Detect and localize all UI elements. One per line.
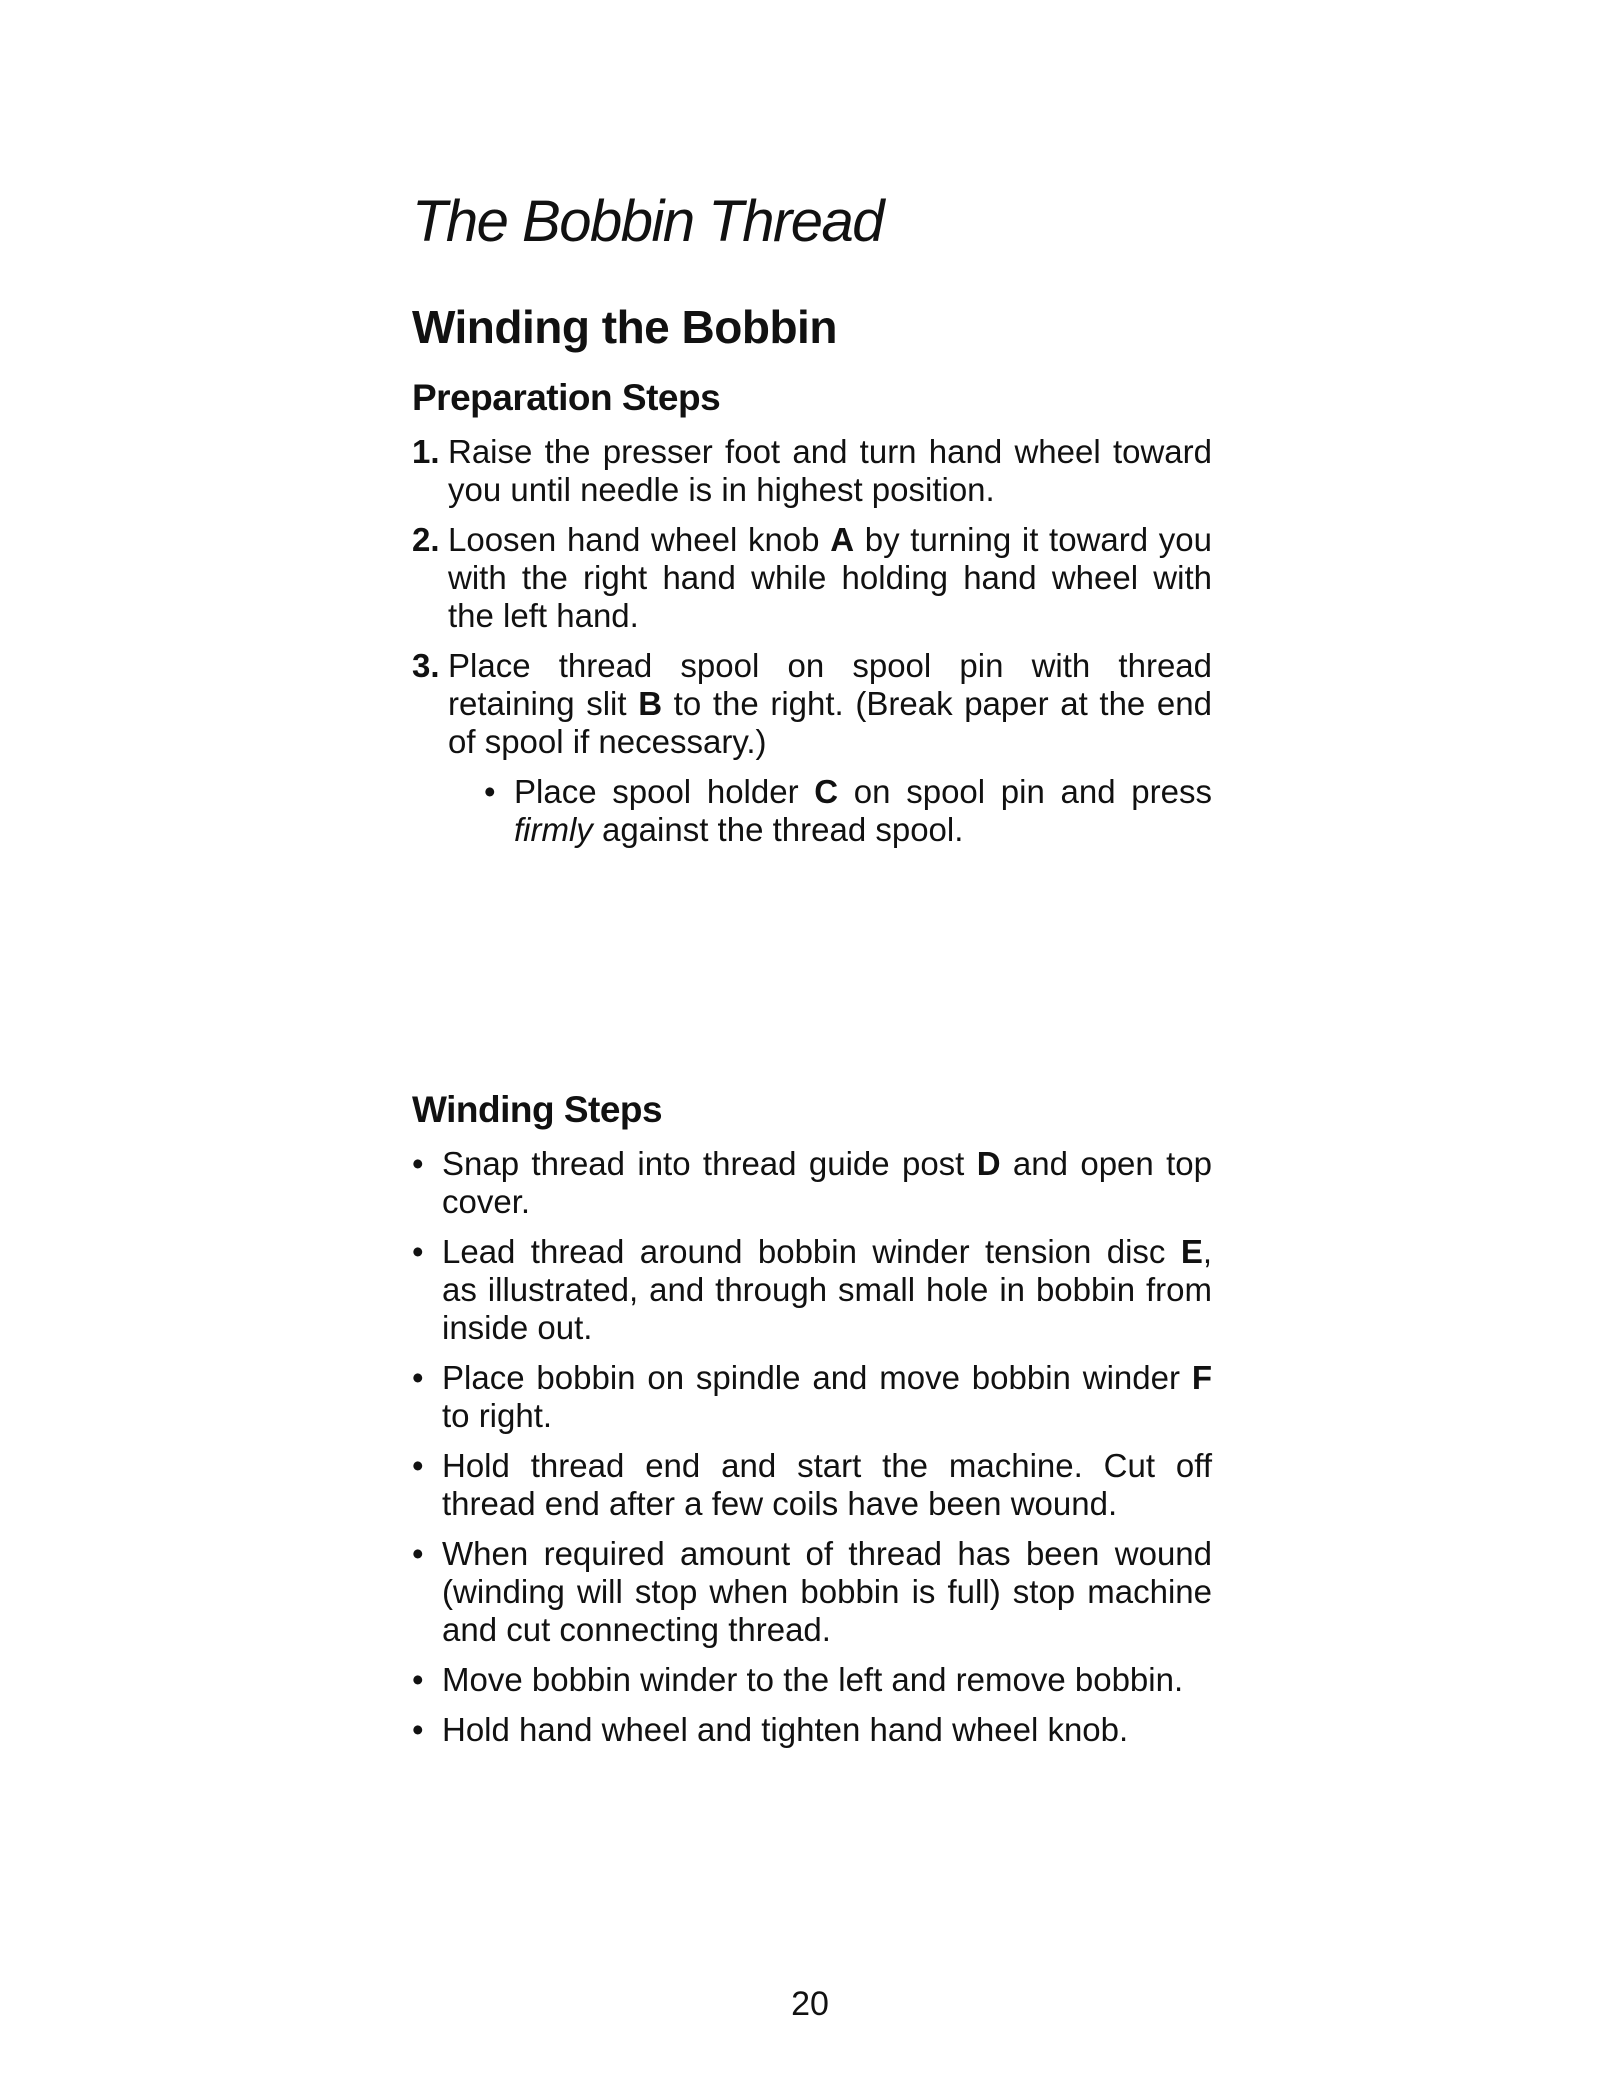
bullet-icon: • xyxy=(412,1661,424,1698)
part-reference: F xyxy=(1191,1359,1212,1396)
bullet-icon: • xyxy=(484,773,496,811)
part-reference: C xyxy=(814,773,839,811)
step-text: Raise the presser foot and turn hand wheel toward you until needle is in highest position. xyxy=(448,433,1212,509)
bullet-icon: • xyxy=(412,1145,424,1182)
page-number: 20 xyxy=(791,1985,829,2023)
winding-steps-list xyxy=(412,1145,1212,1761)
main-heading: Winding the Bobbin xyxy=(412,300,837,353)
winding-step xyxy=(412,1535,1212,1649)
bullet-text: against the thread spool. xyxy=(592,811,964,849)
bullet-text: Hold hand wheel and tighten hand wheel knob. xyxy=(442,1711,1129,1748)
bullet-text: When required amount of thread has been wound (winding will stop when bobbin is full) stop machine and cut connecting thread. xyxy=(442,1535,1212,1648)
bullet-text: , as illustrated, and through small hole in bobbin from inside out. xyxy=(442,1233,1212,1346)
part-reference: D xyxy=(976,1145,1001,1182)
winding-step xyxy=(412,1711,1212,1749)
winding-step xyxy=(412,1359,1212,1435)
bullet-text: Lead thread around bobbin winder tension disc xyxy=(442,1233,1181,1270)
bullet-text: Place spool holder xyxy=(514,773,815,811)
bullet-text: Snap thread into thread guide post xyxy=(442,1145,977,1182)
part-reference: A xyxy=(830,521,855,559)
step-number: 2. xyxy=(412,521,440,559)
part-reference: B xyxy=(638,685,663,723)
winding-steps-heading: Winding Steps xyxy=(412,1089,663,1130)
preparation-steps-heading: Preparation Steps xyxy=(412,377,721,419)
bullet-icon: • xyxy=(412,1535,424,1572)
section-title: The Bobbin Thread xyxy=(412,189,884,254)
bullet-text: and open top cover. xyxy=(442,1145,1212,1220)
winding-step xyxy=(412,1145,1212,1221)
bullet-icon: • xyxy=(412,1359,424,1396)
bullet-icon: • xyxy=(412,1233,424,1270)
bullet-text: Hold thread end and start the machine. Cut off thread end after a few coils have been wound. xyxy=(442,1447,1212,1522)
step-text: Place thread spool on spool pin with thread retaining slit xyxy=(448,647,1212,723)
step-number: 1. xyxy=(412,433,440,471)
bullet-icon: • xyxy=(412,1447,424,1484)
bullet-text: to right. xyxy=(442,1397,553,1434)
step-text: to the right. (Break paper at the end of spool if necessary.) xyxy=(448,685,1212,761)
page-content xyxy=(412,189,1212,1748)
preparation-step xyxy=(412,521,1212,635)
winding-step xyxy=(412,1233,1212,1347)
bullet-text: Move bobbin winder to the left and remove bobbin. xyxy=(442,1661,1184,1698)
step-number: 3. xyxy=(412,647,440,685)
part-reference: E xyxy=(1180,1233,1203,1270)
bullet-icon: • xyxy=(412,1711,424,1748)
sub-bullet-item xyxy=(448,773,1212,849)
winding-step xyxy=(412,1661,1212,1699)
winding-step xyxy=(412,1447,1212,1523)
preparation-step xyxy=(412,647,1212,849)
bullet-text: Place bobbin on spindle and move bobbin winder xyxy=(442,1359,1192,1396)
bullet-text: on spool pin and press xyxy=(838,773,1212,811)
preparation-step xyxy=(412,433,1212,509)
step-text: Loosen hand wheel knob xyxy=(448,521,831,559)
preparation-steps-list xyxy=(412,433,1212,849)
emphasis-text: firmly xyxy=(514,811,593,849)
step-text: by turning it toward you with the right hand while holding hand wheel with the left hand. xyxy=(448,521,1212,635)
